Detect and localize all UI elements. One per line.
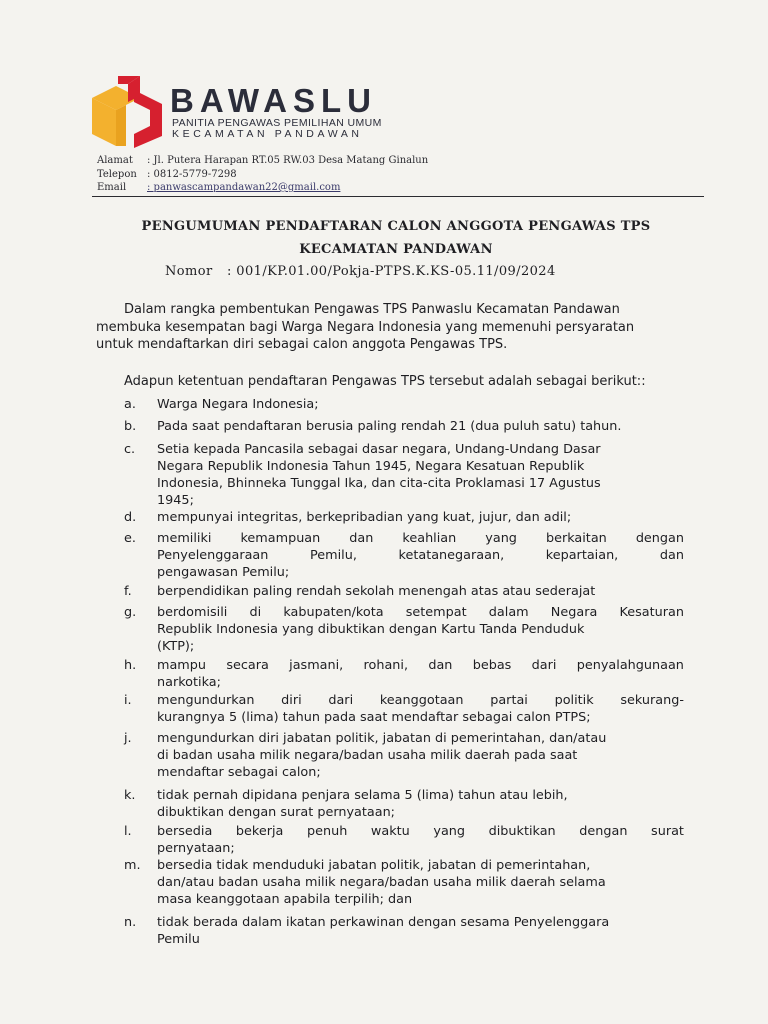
requirement-line: memiliki kemampuan dan keahlian yang berkaitan dengan <box>157 531 684 546</box>
nomor-value: : 001/KP.01.00/Pokja-PTPS.K.KS-05.11/09/2024 <box>227 264 556 279</box>
lead-line: Adapun ketentuan pendaftaran Pengawas TPS tersebut adalah sebagai berikut:: <box>124 374 646 389</box>
requirement-line: dan/atau badan usaha milik negara/badan usaha milik daerah selama <box>157 875 606 890</box>
requirement-item <box>124 604 684 655</box>
requirement-line: mendaftar sebagai calon; <box>157 765 321 780</box>
requirement-line: berpendidikan paling rendah sekolah menengah atas atau sederajat <box>157 584 596 599</box>
requirement-line: Pada saat pendaftaran berusia paling rendah 21 (dua puluh satu) tahun. <box>157 419 622 434</box>
requirement-text <box>157 657 684 691</box>
contact-address <box>97 154 428 168</box>
requirement-line: mampu secara jasmani, rohani, dan bebas dari penyalahgunaan <box>157 658 684 673</box>
requirement-text <box>157 914 684 948</box>
contact-value: : 0812-5779-7298 <box>147 168 237 180</box>
requirement-item <box>124 441 684 509</box>
requirement-label: g. <box>124 605 137 620</box>
requirement-label: h. <box>124 658 137 673</box>
email-link[interactable]: : panwascampandawan22@gmail.com <box>147 182 341 193</box>
requirement-label: n. <box>124 915 137 930</box>
requirement-label: d. <box>124 510 137 525</box>
org-district: KECAMATAN PANDAWAN <box>172 128 363 140</box>
intro-line: Dalam rangka pembentukan Pengawas TPS Panwaslu Kecamatan Pandawan <box>124 302 620 317</box>
requirement-text <box>157 583 684 600</box>
requirement-item <box>124 857 684 908</box>
intro-line: membuka kesempatan bagi Warga Negara Indonesia yang memenuhi persyaratan <box>96 319 635 335</box>
requirement-text <box>157 441 684 509</box>
requirement-text <box>157 396 684 413</box>
requirement-line: Pemilu <box>157 932 200 947</box>
contact-block <box>97 154 428 195</box>
document-title: PENGUMUMAN PENDAFTARAN CALON ANGGOTA PENGAWAS TPS <box>141 219 651 234</box>
requirement-text <box>157 604 684 655</box>
intro-paragraph <box>96 301 708 354</box>
requirement-item <box>124 787 684 821</box>
org-subtitle: PANITIA PENGAWAS PEMILIHAN UMUM <box>172 117 382 129</box>
requirement-line: narkotika; <box>157 675 221 690</box>
requirement-item <box>124 914 684 948</box>
contact-key: Email <box>97 182 127 193</box>
requirement-line: mengundurkan diri jabatan politik, jabatan di pemerintahan, dan/atau <box>157 731 607 746</box>
requirement-item <box>124 692 684 726</box>
requirement-text <box>157 418 684 435</box>
requirement-line: dibuktikan dengan surat pernyataan; <box>157 805 395 820</box>
requirement-text <box>157 509 684 526</box>
document-number <box>165 264 556 279</box>
requirement-label: m. <box>124 858 141 873</box>
lead-paragraph <box>96 373 708 391</box>
requirement-line: Penyelenggaraan Pemilu, ketatanegaraan, kepartaian, dan <box>157 548 684 563</box>
requirement-label: f. <box>124 584 132 599</box>
requirement-label: l. <box>124 824 132 839</box>
requirement-line: pernyataan; <box>157 841 235 856</box>
requirement-item <box>124 657 684 691</box>
requirement-line: bersedia bekerja penuh waktu yang dibuktikan dengan surat <box>157 824 684 839</box>
requirement-line: Warga Negara Indonesia; <box>157 397 319 412</box>
requirement-line: Negara Republik Indonesia Tahun 1945, Negara Kesatuan Republik <box>157 459 585 474</box>
requirement-line: tidak pernah dipidana penjara selama 5 (lima) tahun atau lebih, <box>157 788 568 803</box>
requirement-item <box>124 396 684 413</box>
requirement-text <box>157 787 684 821</box>
requirement-label: k. <box>124 788 136 803</box>
requirement-line: 1945; <box>157 493 194 508</box>
requirement-label: b. <box>124 419 137 434</box>
requirement-label: a. <box>124 397 136 412</box>
requirement-line: bersedia tidak menduduki jabatan politik, jabatan di pemerintahan, <box>157 858 591 873</box>
requirement-item <box>124 509 684 526</box>
requirement-line: mempunyai integritas, berkepribadian yang kuat, jujur, dan adil; <box>157 510 572 525</box>
requirement-text <box>157 692 684 726</box>
header-divider <box>92 196 704 197</box>
requirement-line: di badan usaha milik negara/badan usaha milik daerah pada saat <box>157 748 578 763</box>
org-name: BAWASLU <box>170 82 377 119</box>
contact-phone <box>97 168 428 182</box>
requirement-text <box>157 730 684 781</box>
requirement-label: c. <box>124 442 136 457</box>
requirement-line: Republik Indonesia yang dibuktikan dengan Kartu Tanda Penduduk <box>157 622 585 637</box>
requirement-line: Indonesia, Bhinneka Tunggal Ika, dan cita-cita Proklamasi 17 Agustus <box>157 476 601 491</box>
requirement-line: tidak berada dalam ikatan perkawinan dengan sesama Penyelenggara <box>157 915 610 930</box>
document-subtitle: KECAMATAN PANDAWAN <box>299 242 493 257</box>
contact-key: Alamat <box>97 155 133 166</box>
requirement-item <box>124 418 684 435</box>
requirement-line: Setia kepada Pancasila sebagai dasar negara, Undang-Undang Dasar <box>157 442 601 457</box>
requirement-line: (KTP); <box>157 639 195 654</box>
requirement-line: kurangnya 5 (lima) tahun pada saat mendaftar sebagai calon PTPS; <box>157 710 591 725</box>
requirement-label: j. <box>124 731 132 746</box>
requirement-label: e. <box>124 531 136 546</box>
nomor-label: Nomor <box>165 264 213 279</box>
requirement-line: mengundurkan diri dari keanggotaan partai politik sekurang- <box>157 693 684 708</box>
contact-email <box>97 181 428 195</box>
intro-line: untuk mendaftarkan diri sebagai calon anggota Pengawas TPS. <box>96 337 508 352</box>
requirement-line: pengawasan Pemilu; <box>157 565 290 580</box>
requirement-line: masa keanggotaan apabila terpilih; dan <box>157 892 413 907</box>
requirement-item <box>124 583 684 600</box>
bawaslu-logo-icon <box>88 76 164 148</box>
contact-value: : Jl. Putera Harapan RT.05 RW.03 Desa Matang Ginalun <box>147 155 429 166</box>
requirement-item <box>124 730 684 781</box>
requirement-label: i. <box>124 693 132 708</box>
contact-key: Telepon <box>97 168 137 180</box>
requirement-item <box>124 530 684 581</box>
requirement-text <box>157 530 684 581</box>
requirement-item <box>124 823 684 857</box>
requirement-text <box>157 857 684 908</box>
requirement-line: berdomisili di kabupaten/kota setempat dalam Negara Kesaturan <box>157 605 684 620</box>
requirement-text <box>157 823 684 857</box>
